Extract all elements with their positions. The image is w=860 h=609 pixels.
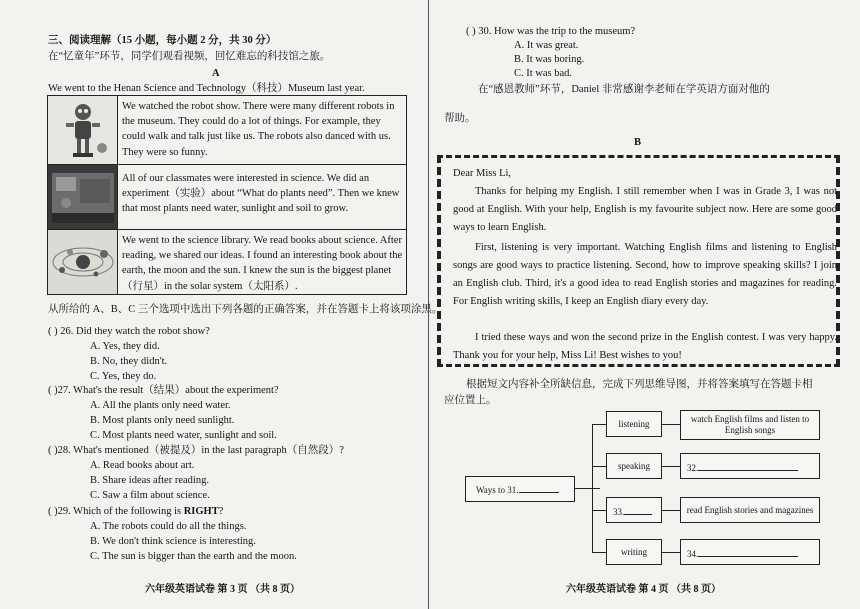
option: B. No, they didn't. (90, 356, 168, 367)
connector (662, 510, 680, 511)
option: A. Read books about art. (90, 460, 195, 471)
connector (662, 552, 680, 553)
mindmap-node-writing: writing (606, 539, 662, 565)
question-26: ( ) 26. Did they watch the robot show? (48, 326, 210, 337)
lab-image (48, 165, 118, 229)
option: C. It was bad. (514, 68, 573, 79)
choose-instruction: 从所给的 A、B、C 三个选项中选出下列各题的正确答案，并在答题卡上将该项涂黑。 (48, 304, 443, 315)
option: A. The robots could do all the things. (90, 521, 247, 532)
connector (592, 552, 606, 553)
option: C. Most plants need water, sunlight and soil. (90, 430, 277, 441)
connector (592, 424, 606, 425)
connector (662, 466, 680, 467)
mindmap-detail-listening: watch English films and listen to English songs (680, 410, 820, 440)
scene-instruction: 在“忆童年”环节，同学们观看视频，回忆难忘的科技馆之旅。 (48, 51, 331, 62)
option: C. The sun is bigger than the earth and the moon. (90, 551, 297, 562)
mindmap-detail-speaking: 32. (680, 453, 820, 479)
letter-box (437, 155, 840, 367)
passage-letter-a: A (212, 68, 220, 79)
question-30: ( ) 30. How was the trip to the museum? (466, 26, 636, 37)
letter-paragraph: I tried these ways and won the second prize in the English contest. I was very happy. Thank you for your help, Miss Li! Best wishes to you! (453, 332, 837, 361)
thanks-instruction-cont: 帮助。 (444, 113, 476, 124)
letter-paragraph: Thanks for helping my English. I still remember when I was in Grade 3, I was not good at English. With your help, English is my favourite subject now. Here are some good ways to learn English. (453, 186, 837, 233)
table-row (48, 96, 406, 165)
page-footer-left: 六年级英语试卷 第 3 页 （共 8 页） (145, 584, 300, 595)
connector (592, 466, 606, 467)
option: A. It was great. (514, 40, 579, 51)
mindmap-node-listening: listening (606, 411, 662, 437)
option: A. Yes, they did. (90, 341, 160, 352)
option: C. Saw a film about science. (90, 490, 210, 501)
row-text: All of our classmates were interested in science. We did an experiment（实验）about “What do plants need”. Then we knew that most plants need water, sunlight and soil to grow. (122, 173, 400, 215)
passage-intro: We went to the Henan Science and Technology（科技）Museum last year. (48, 83, 365, 94)
connector (592, 510, 606, 511)
option: C. Yes, they do. (90, 371, 157, 382)
option: A. All the plants only need water. (90, 400, 231, 411)
table-row (48, 230, 406, 294)
row-text: We watched the robot show. There were many different robots in the museum. They could do a lot of things. For example, they could walk and talk just like us. The robots also danced with us. They were so funny. (122, 101, 395, 158)
thanks-instruction: 在“感恩教师”环节，Daniel 非常感谢李老师在学英语方面对他的 (478, 84, 770, 95)
mindmap-instruction-cont: 应位置上。 (444, 395, 497, 406)
option: B. Share ideas after reading. (90, 475, 209, 486)
table-row (48, 165, 406, 230)
mindmap-detail-writing: 34. (680, 539, 820, 565)
option: B. It was boring. (514, 54, 585, 65)
section-title: 三、阅读理解（15 小题，每小题 2 分，共 30 分） (48, 35, 277, 46)
option: B. Most plants only need sunlight. (90, 415, 235, 426)
connector (574, 488, 600, 489)
passage-table (47, 95, 407, 295)
passage-letter-b: B (634, 137, 642, 148)
connector (662, 424, 680, 425)
letter-paragraph: First, listening is very important. Watching English films and listening to English songs are good ways to practice listening. Second, how to improve speaking skills? I join an English club. Third, it's a good idea to read English stories and magazines for reading. For English writing skills, I keep an English diary every day. (453, 242, 837, 307)
row-text: We went to the science library. We read books about science. After reading, we shared our ideas. I found an interesting book about the earth, the moon and the sun. I knew the sun is the biggest planet（行星）in the solar system（太阳系）. (122, 235, 403, 292)
question-28: ( )28. What's mentioned（被提及）in the last paragraph（自然段）? (48, 445, 344, 456)
question-27: ( )27. What's the result（结果）about the experiment? (48, 385, 279, 396)
mindmap-node-blank: 33. (606, 497, 662, 523)
question-29: ( )29. Which of the following is RIGHT? (48, 506, 224, 517)
connector (592, 424, 593, 552)
solar-system-image (48, 230, 118, 294)
page-footer-right: 六年级英语试卷 第 4 页 （共 8 页） (566, 584, 721, 595)
mindmap-instruction: 根据短文内容补全所缺信息，完成下列思维导图，并将答案填写在答题卡相 (466, 379, 813, 390)
letter-greeting: Dear Miss Li, (453, 168, 512, 179)
mindmap-center: Ways to 31. (465, 476, 575, 502)
mindmap-node-speaking: speaking (606, 453, 662, 479)
robot-image (48, 96, 118, 164)
option: B. We don't think science is interesting. (90, 536, 256, 547)
mindmap-detail-blank: read English stories and magazines (680, 497, 820, 523)
